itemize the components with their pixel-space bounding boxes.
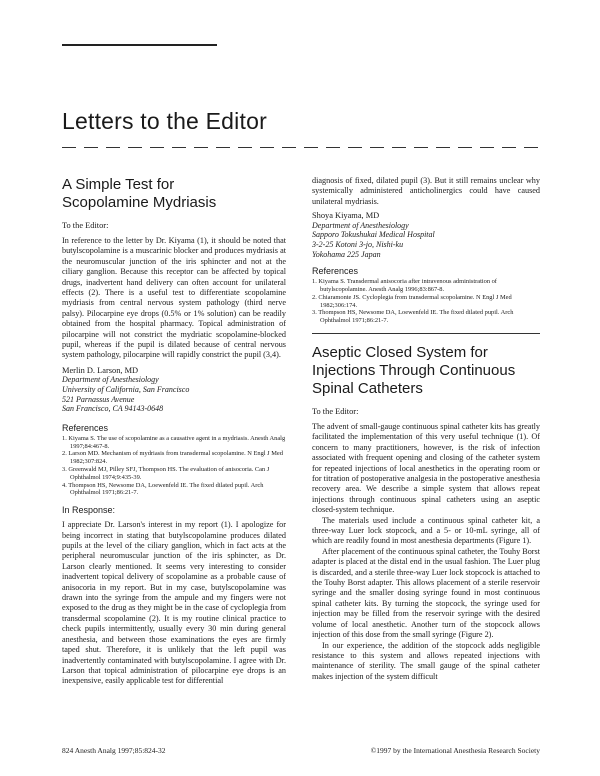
letter1-author-addr1: 521 Parnassus Avenue xyxy=(62,394,135,404)
letter1-body xyxy=(62,236,286,361)
response-author-dept: Department of Anesthesiology xyxy=(312,220,409,230)
response-continuation xyxy=(312,176,540,207)
letter2-body xyxy=(312,422,540,682)
letter1-author-dept: Department of Anesthesiology xyxy=(62,375,159,385)
letter1-paragraph: In reference to the letter by Dr. Kiyama (1), it should be noted that butylscopolamine is a muscarinic blocker and produces mydriasis at the neuromuscular junction of the iris sphincter and not at the ciliary ganglion. Because this receptor can be affected by topical drugs, inadvertent hand delivery can often account for unilateral effects (2). There is a useful test to differentiate scopolamine mydriasis from central nervous system pathology (third nerve palsy). Pilocarpine eye drops (0.5% or 1% solution) can be readily obtained from the hospital pharmacy. Topical administration of pilocarpine will not constrict the mydriatic scopolamine-blocked pupil, whereas if the pupil is dilated because of central nervous system pathology, pilocarpine will rapidly constrict the pupil (3,4). xyxy=(62,236,286,360)
right-column xyxy=(312,176,540,682)
response-author-inst: Sapporo Tokushukai Medical Hospital xyxy=(312,230,435,240)
letter2-paragraph: After placement of the continuous spinal catheter, the Touhy Borst adapter is placed at the distal end in the usual fashion. The Luer plug is discarded, and a sterile three-way Luer lock stopcock is attached to the Touhy Borst adapter. This allows placement of a sterile reservoir syringe and the smaller dosing syringe found in most continuous spinal catheter kits. By turning the stopcock, the syringe used for injection may be filled from the reservoir syringe with the desired volume of local anesthetic. Another turn of the stopcock allows injection of this dose from the small syringe (Figure 2). xyxy=(312,546,540,640)
response-references-heading: References xyxy=(312,266,359,277)
reference-item: 2. Chiaramonte JS. Cycloplegia from transdermal scopolamine. N Engl J Med 1982;306:174. xyxy=(312,293,512,309)
letter1-references xyxy=(62,435,286,497)
reference-item: 3. Greenwald MJ, Pilley SFJ, Thompson HS. The evaluation of anisocoria. Can J Ophthalmol 1974;9:435-39. xyxy=(62,466,270,481)
header-rule xyxy=(62,44,217,46)
response-body xyxy=(62,520,286,687)
letter2-paragraph: In our experience, the addition of the stopcock adds negligible resistance to this system and allows repeated injections with maintenance of sterility. The small gauge of the spinal catheter makes injection of the system difficult xyxy=(312,640,540,681)
response-signature xyxy=(312,211,540,259)
response-author-addr1: 3-2-25 Kotoni 3-jo, Nishi-ku xyxy=(312,240,404,249)
reference-item: 4. Thompson HS, Newsome DA, Loewenfeld IE. The fixed dilated pupil. Arch Ophthalmol 1971;86:21-7. xyxy=(62,481,264,497)
response-continuation-paragraph: diagnosis of fixed, dilated pupil (3). But it still remains unclear why systemically administered anticholinergics could have caused unilateral mydriasis. xyxy=(312,176,540,206)
column-divider xyxy=(312,333,540,334)
reference-item: 1. Kiyama S. Transdermal anisocoria after intravenous administration of butylscopolamine. Anesth Analg 1996;83:867-8. xyxy=(312,278,497,293)
letter2-paragraph: The advent of small-gauge continuous spinal catheter kits has greatly facilitated the implementation of this very useful technique (1). Of concern to many practitioners, however, is the risk of infection associated with frequent opening and closing of the catheter system for repeated injections of local anesthetics in the operating room or for titration of postoperative analgesia in the postoperative anesthesia recovery area. We describe a simple system that allows repeat injections through continuous spinal catheters using an aseptic closed-system technique. xyxy=(312,421,540,515)
response-author-name: Shoya Kiyama, MD xyxy=(312,211,380,221)
response-paragraph: I appreciate Dr. Larson's interest in my report (1). I apologize for being incorrect in stating that butylscopolamine produces dilated pupils at the level of the ciliary ganglion, which in fact acts at the peripheral neuromuscular junction of the iris sphincter, as Dr. Larson clearly mentioned. It seems very interesting to consider inadvertent topical delivery of scopolamine as a probable cause of anisocoria in my report. But in my case, butylscopolamine was drawn into the syringe from the ampule and my fingers were not exposed to the drug as they might be in the case of cycloplegia from transdermal scopolamine (2). It is my routine clinical practice to check pupils intermittently, usually every 30 min during general anesthesia, and between those examinations the eyes are firmly taped shut. Therefore, it is unlikely that the left pupil was inadvertently contaminated with butylscopolamine. I agree with Dr. Larson that topical administration of pilocarpine eye drops is an inexpensive, easily applicable test for differential xyxy=(62,520,286,686)
letter2-title: Aseptic Closed System for Injections Through Continuous Spinal Catheters xyxy=(312,343,516,397)
letter1-signature xyxy=(62,366,286,414)
header-dashed-rule xyxy=(62,147,540,148)
letter1-author-addr2: San Francisco, CA 94143-0648 xyxy=(62,404,164,414)
letter2-paragraph: The materials used include a continuous spinal catheter kit, a three-way Luer lock stopcock, and a 5- or 10-mL syringe, all of which are readily found in most anesthesia departments (Figure 1). xyxy=(312,515,540,546)
response-author-addr2: Yokohama 225 Japan xyxy=(312,249,381,259)
letter2-salutation: To the Editor: xyxy=(312,406,359,416)
section-title: Letters to the Editor xyxy=(62,108,267,134)
reference-item: 1. Kiyama S. The use of scopolamine as a causative agent in a mydriasis. Anesth Analg 1997;84:467-8. xyxy=(62,434,286,450)
letter1-author-inst: University of California, San Francisco xyxy=(62,385,190,395)
footer-left: 824 Anesth Analg 1997;85:824-32 xyxy=(62,746,166,755)
reference-item: 2. Larson MD. Mechanism of mydriasis from transdermal scopolamine. N Engl J Med 1982;307:824. xyxy=(62,450,283,466)
letter1-salutation: To the Editor: xyxy=(62,221,109,230)
response-references xyxy=(312,278,540,325)
left-column xyxy=(62,176,286,687)
footer-right: ©1997 by the International Anesthesia Research Society xyxy=(370,746,540,755)
letter1-title: A Simple Test for Scopolamine Mydriasis xyxy=(62,176,217,211)
response-heading: In Response: xyxy=(62,505,116,516)
letter1-author-name: Merlin D. Larson, MD xyxy=(62,365,139,375)
reference-item: 3. Thompson HS, Newsome DA, Loewenfeld IE. The fixed dilated pupil. Arch Ophthalmol 1971;86:21-7. xyxy=(312,309,514,325)
letter1-references-heading: References xyxy=(62,422,109,433)
